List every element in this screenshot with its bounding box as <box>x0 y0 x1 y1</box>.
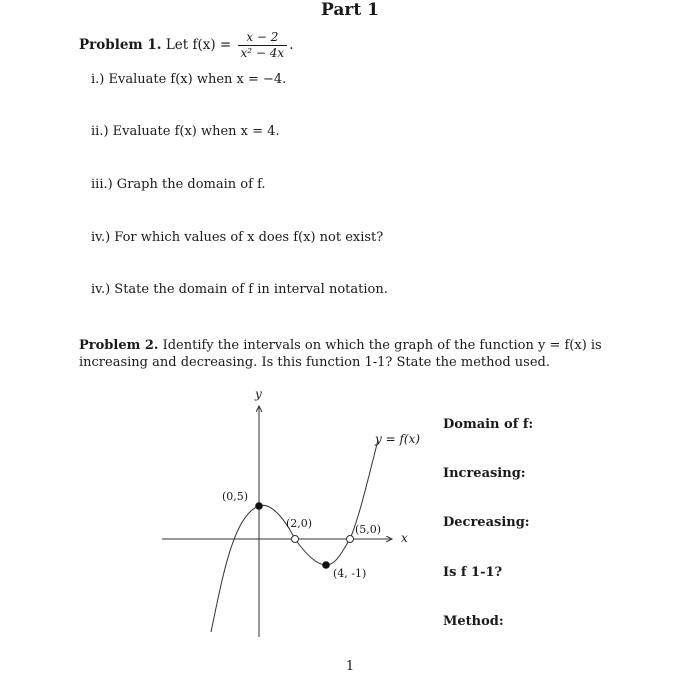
increasing-label: Increasing: <box>443 466 526 481</box>
problem-1-item-2: ii.) Evaluate f(x) when x = 4. <box>91 124 280 139</box>
problem-1-label: Problem 1. <box>79 37 162 53</box>
x-axis-label: x <box>401 531 408 545</box>
problem-1-item-4: iv.) For which values of x does f(x) not exist? <box>91 230 384 245</box>
point-4-neg1-marker <box>322 561 330 569</box>
fraction-numerator: x − 2 <box>238 30 288 46</box>
problem-1-item-3: iii.) Graph the domain of f. <box>91 177 266 192</box>
problem-2-text: Identify the intervals on which the graph of the function y = f(x) is increasing and decreasing. Is this function 1-1? State the method used. <box>79 338 602 370</box>
point-0-5-label: (0,5) <box>222 490 249 503</box>
problem-2-label: Problem 2. <box>79 338 159 353</box>
problem-1-end: . <box>289 37 294 53</box>
page-title: Part 1 <box>321 0 379 20</box>
method-label: Method: <box>443 614 504 629</box>
point-2-0-label: (2,0) <box>286 517 313 530</box>
curve-label: y = f(x) <box>375 432 421 446</box>
problem-1-lead: Let f(x) = <box>165 37 232 53</box>
problem-1-item-1: i.) Evaluate f(x) when x = −4. <box>91 72 287 87</box>
point-5-0-marker <box>347 536 354 543</box>
point-0-5-marker <box>255 502 263 510</box>
problem-1-item-5: iv.) State the domain of f in interval notation. <box>91 282 388 297</box>
page-number: 1 <box>345 659 355 674</box>
domain-label: Domain of f: <box>443 417 534 432</box>
decreasing-label: Decreasing: <box>443 515 530 530</box>
y-axis-label: y <box>255 387 262 401</box>
point-4-neg1-label: (4, -1) <box>333 567 367 580</box>
one-to-one-label: Is f 1-1? <box>443 565 503 580</box>
fraction-denominator: x² − 4x <box>240 46 285 60</box>
point-5-0-label: (5,0) <box>355 523 382 536</box>
point-2-0-marker <box>292 536 299 543</box>
